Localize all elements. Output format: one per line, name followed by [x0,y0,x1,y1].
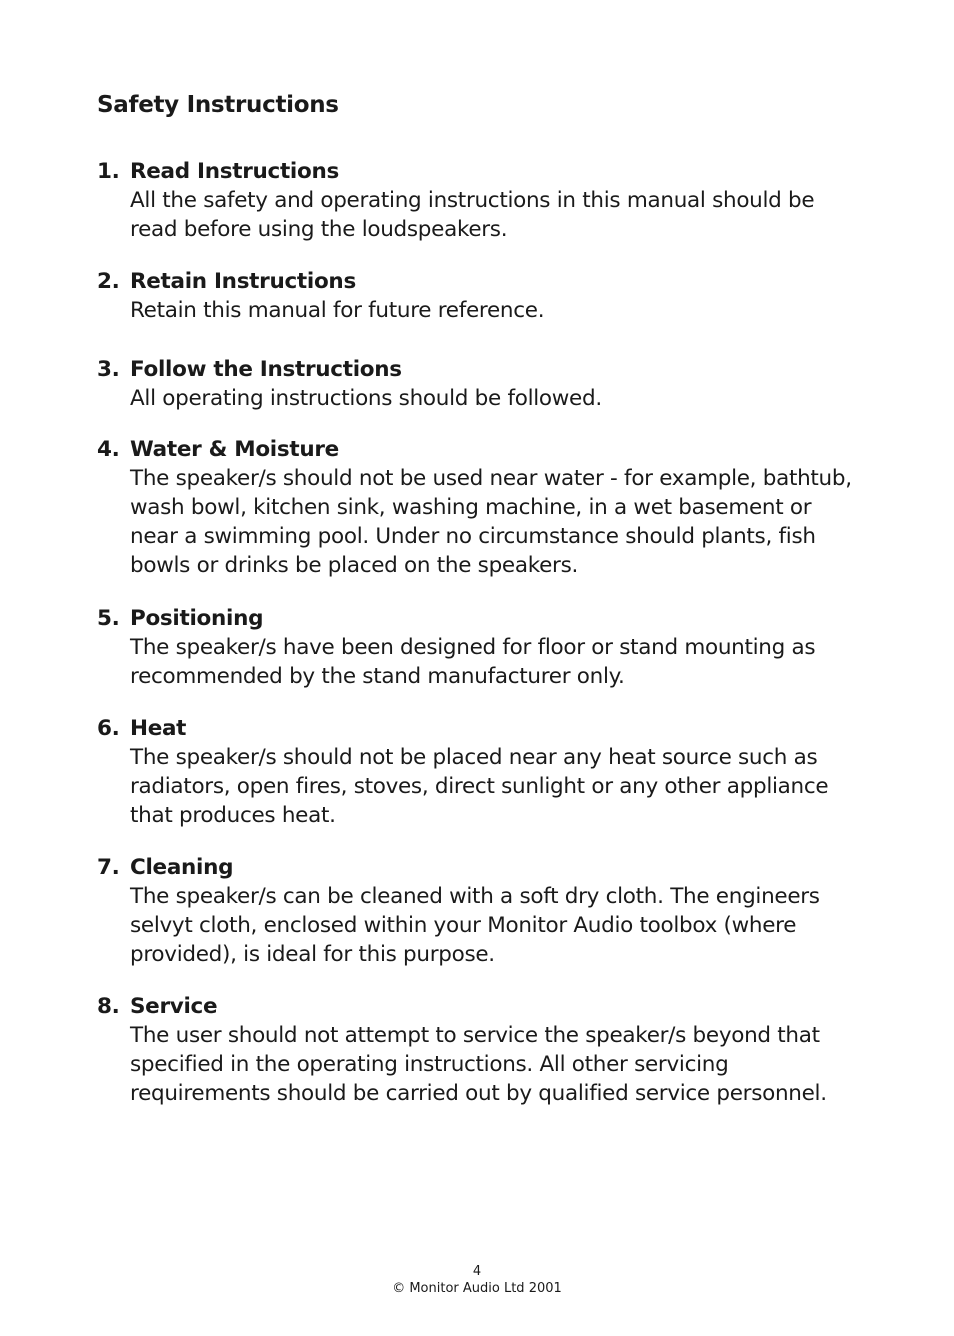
instruction-item-cleaning [97,853,877,969]
item-number: 5. [97,606,120,631]
instruction-item-positioning [97,604,877,691]
instruction-heading [97,355,877,384]
item-heading: Cleaning [130,855,234,880]
item-body: The speaker/s have been designed for floor or stand mounting as recommended by the stand manufacturer only. [130,635,816,689]
instruction-heading [97,992,877,1021]
instruction-item-follow-instructions [97,355,877,413]
page-title: Safety Instructions [97,92,339,118]
item-heading: Service [130,994,218,1019]
item-heading: Retain Instructions [130,269,356,294]
item-heading: Read Instructions [130,159,339,184]
instruction-item-heat [97,714,877,830]
item-heading: Heat [130,716,187,741]
item-body: The speaker/s can be cleaned with a soft dry cloth. The engineers selvyt cloth, enclosed within your Monitor Audio toolbox (where provided), is ideal for this purpose. [130,884,820,967]
item-body: All the safety and operating instructions in this manual should be read before using the loudspeakers. [130,188,815,242]
instruction-item-retain-instructions [97,267,877,325]
item-number: 1. [97,159,120,184]
item-body: All operating instructions should be followed. [130,386,602,411]
item-number: 8. [97,994,120,1019]
instruction-heading [97,267,877,296]
item-heading: Positioning [130,606,264,631]
item-number: 3. [97,357,120,382]
item-heading: Follow the Instructions [130,357,402,382]
item-number: 7. [97,855,120,880]
item-body: The speaker/s should not be used near water - for example, bathtub, wash bowl, kitchen sink, washing machine, in a wet basement or near a swimming pool. Under no circumstance should plants, fish bowls or drinks be placed on the speakers. [130,466,852,578]
item-number: 2. [97,269,120,294]
page-number: 4 [472,1264,482,1279]
instruction-item-read-instructions [97,157,877,244]
instruction-heading [97,435,877,464]
item-number: 6. [97,716,120,741]
item-body: The speaker/s should not be placed near any heat source such as radiators, open fires, stoves, direct sunlight or any other appliance that produces heat. [130,745,829,828]
item-number: 4. [97,437,120,462]
instruction-item-water-moisture [97,435,877,580]
instruction-heading [97,604,877,633]
copyright-notice: © Monitor Audio Ltd 2001 [392,1281,562,1296]
item-body: The user should not attempt to service the speaker/s beyond that specified in the operating instructions. All other servicing requirements should be carried out by qualified service personnel. [130,1023,827,1106]
instruction-heading [97,853,877,882]
item-body: Retain this manual for future reference. [130,298,545,323]
instruction-heading [97,714,877,743]
instruction-item-service [97,992,877,1108]
item-heading: Water & Moisture [130,437,339,462]
instruction-heading [97,157,877,186]
